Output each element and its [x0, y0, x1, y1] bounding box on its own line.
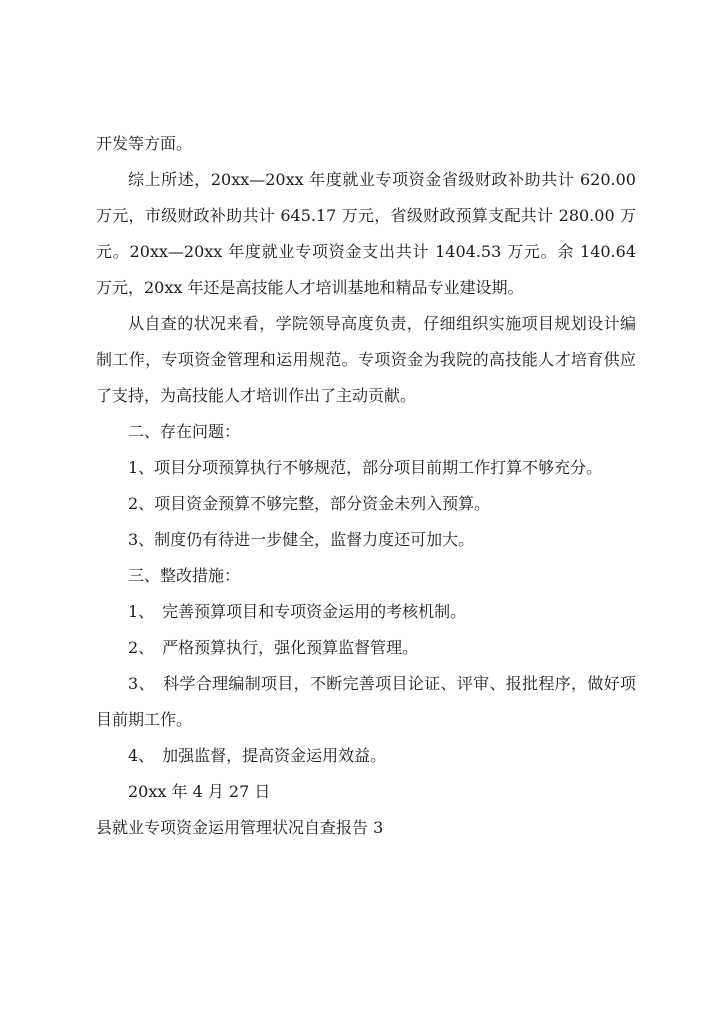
document-date: 20xx 年 4 月 27 日: [128, 782, 271, 801]
document-body: [96, 126, 636, 846]
problem-item-1: 1、项目分项预算执行不够规范，部分项目前期工作打算不够充分。: [128, 458, 603, 477]
paragraph-continuation: 开发等方面。: [96, 134, 193, 153]
section-heading-measures: 三、整改措施：: [128, 566, 241, 585]
problem-item-2: 2、项目资金预算不够完整，部分资金未列入预算。: [128, 494, 491, 513]
measure-item-4: 4、 加强监督，提高资金运用效益。: [128, 746, 387, 765]
measure-item-3: 3、 科学合理编制项目，不断完善项目论证、评审、报批程序，做好项目前期工作。: [96, 674, 636, 729]
paragraph-self-check: 从自查的状况来看，学院领导高度负责，仔细组织实施项目规划设计编制工作，专项资金管理和运用规范。专项资金为我院的高技能人才培育供应了支持，为高技能人才培训作出了主动贡献。: [96, 314, 636, 405]
next-document-title: 县就业专项资金运用管理状况自查报告 3: [96, 818, 384, 837]
paragraph-summary: 综上所述，20xx—20xx 年度就业专项资金省级财政补助共计 620.00 万元，市级财政补助共计 645.17 万元，省级财政预算支配共计 280.00 万元。20xx—20xx 年度就业专项资金支出共计 1404.53 万元。余 140.64 万元，20xx 年还是高技能人才培训基地和精品专业建设期。: [96, 170, 636, 297]
section-heading-problems: 二、存在问题：: [128, 422, 241, 441]
measure-item-1: 1、 完善预算项目和专项资金运用的考核机制。: [128, 602, 467, 621]
problem-item-3: 3、制度仍有待进一步健全，监督力度还可加大。: [128, 530, 475, 549]
measure-item-2: 2、 严格预算执行，强化预算监督管理。: [128, 638, 419, 657]
